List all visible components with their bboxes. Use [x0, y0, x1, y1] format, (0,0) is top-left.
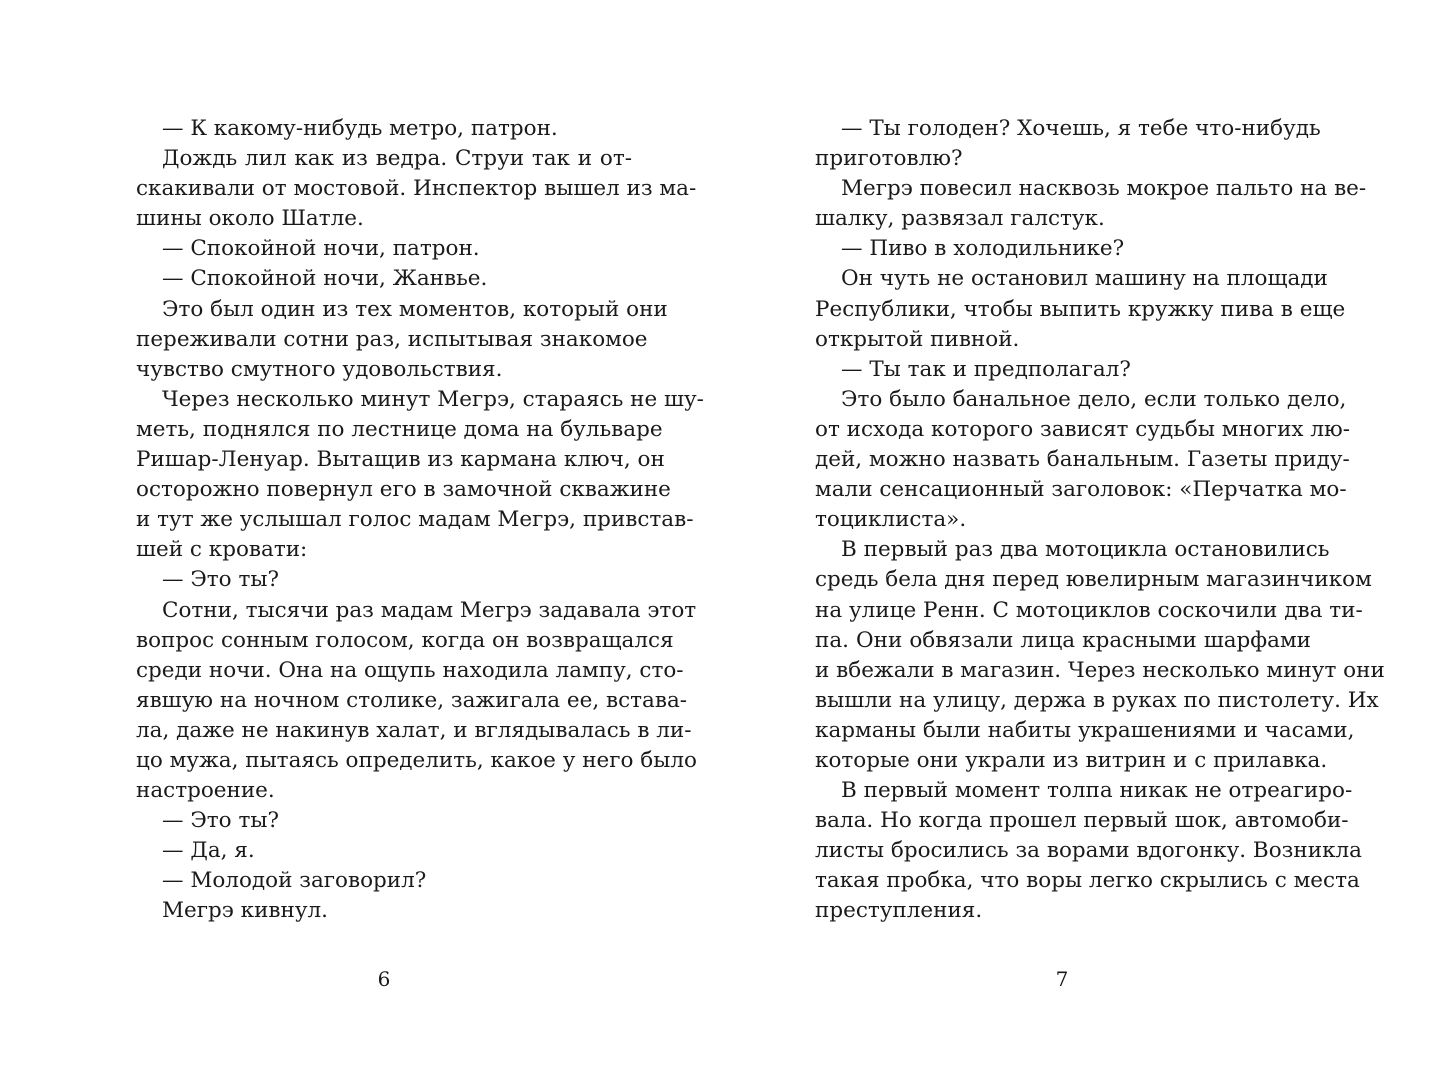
- text-line: — Спокойной ночи, Жанвье.: [162, 266, 488, 292]
- text-line: Мегрэ повесил насквозь мокрое пальто на ве-: [841, 176, 1367, 202]
- text-line: вала. Но когда прошел первый шок, автомоби-: [815, 808, 1349, 834]
- text-line: явшую на ночном столике, зажигала ее, встава-: [136, 687, 688, 713]
- text-line: меть, поднялся по лестнице дома на бульваре: [136, 416, 663, 442]
- page-number-right: 7: [1055, 967, 1069, 991]
- text-line: открытой пивной.: [815, 326, 1020, 352]
- text-line: — Спокойной ночи, патрон.: [162, 236, 480, 262]
- text-line: Сотни, тысячи раз мадам Мегрэ задавала этот: [162, 597, 697, 623]
- text-line: Это был один из тех моментов, который они: [162, 296, 668, 322]
- text-line: шалку, развязал галстук.: [815, 206, 1105, 232]
- text-line: и вбежали в магазин. Через несколько минут они: [815, 657, 1385, 683]
- text-line: осторожно повернул его в замочной скважине: [136, 477, 671, 503]
- left-page-text: [136, 114, 704, 927]
- text-line: В первый раз два мотоцикла остановились: [841, 537, 1330, 563]
- text-line: которые они украли из витрин и с прилавка.: [815, 747, 1328, 773]
- text-line: — Молодой заговорил?: [162, 868, 427, 894]
- text-line: приготовлю?: [815, 146, 963, 172]
- text-line: Через несколько минут Мегрэ, стараясь не шу-: [162, 386, 704, 412]
- text-line: шей с кровати:: [136, 537, 308, 563]
- text-line: вышли на улицу, держа в руках по пистолету. Их: [815, 687, 1379, 713]
- text-line: Ришар-Ленуар. Вытащив из кармана ключ, он: [136, 447, 665, 473]
- text-line: — Да, я.: [162, 838, 255, 864]
- text-line: мали сенсационный заголовок: «Перчатка мо-: [815, 477, 1347, 503]
- text-line: В первый момент толпа никак не отреагиро-: [841, 778, 1353, 804]
- text-line: вопрос сонным голосом, когда он возвращался: [136, 627, 674, 653]
- text-line: ла, даже не накинув халат, и вглядывалась в ли-: [136, 717, 692, 743]
- text-line: — Ты так и предполагал?: [841, 356, 1131, 382]
- text-line: дей, можно назвать банальным. Газеты приду-: [815, 447, 1350, 473]
- text-line: тоциклиста».: [815, 507, 967, 533]
- text-line: чувство смутного удовольствия.: [136, 356, 503, 382]
- text-line: па. Они обвязали лица красными шарфами: [815, 627, 1311, 653]
- text-line: средь бела дня перед ювелирным магазинчиком: [815, 567, 1372, 593]
- text-line: — Это ты?: [162, 567, 279, 593]
- text-line: карманы были набиты украшениями и часами,: [815, 717, 1355, 743]
- right-page-text: [815, 114, 1385, 927]
- text-line: Республики, чтобы выпить кружку пива в еще: [815, 296, 1346, 322]
- text-line: среди ночи. Она на ощупь находила лампу, сто-: [136, 657, 684, 683]
- text-line: преступления.: [815, 898, 983, 924]
- text-line: такая пробка, что воры легко скрылись с места: [815, 868, 1360, 894]
- text-line: Мегрэ кивнул.: [162, 898, 328, 924]
- text-line: — Пиво в холодильнике?: [841, 236, 1125, 262]
- text-line: на улице Ренн. С мотоциклов соскочили два ти-: [815, 597, 1363, 623]
- text-line: — Это ты?: [162, 808, 279, 834]
- text-line: Это было банальное дело, если только дело,: [841, 386, 1347, 412]
- text-line: от исхода которого зависят судьбы многих лю-: [815, 416, 1351, 442]
- text-line: цо мужа, пытаясь определить, какое у него было: [136, 747, 697, 773]
- text-line: — Ты голоден? Хочешь, я тебе что-нибудь: [841, 116, 1321, 141]
- text-line: скакивали от мостовой. Инспектор вышел из ма-: [136, 176, 697, 202]
- text-line: Дождь лил как из ведра. Струи так и от-: [162, 146, 632, 172]
- text-line: шины около Шатле.: [136, 206, 364, 232]
- page-number-left: 6: [377, 967, 391, 991]
- text-line: листы бросились за ворами вдогонку. Возникла: [815, 838, 1362, 864]
- text-line: и тут же услышал голос мадам Мегрэ, привстав-: [136, 507, 694, 533]
- text-line: настроение.: [136, 778, 275, 804]
- text-line: Он чуть не остановил машину на площади: [841, 266, 1328, 292]
- text-line: переживали сотни раз, испытывая знакомое: [136, 326, 648, 352]
- text-line: — К какому-нибудь метро, патрон.: [162, 116, 558, 141]
